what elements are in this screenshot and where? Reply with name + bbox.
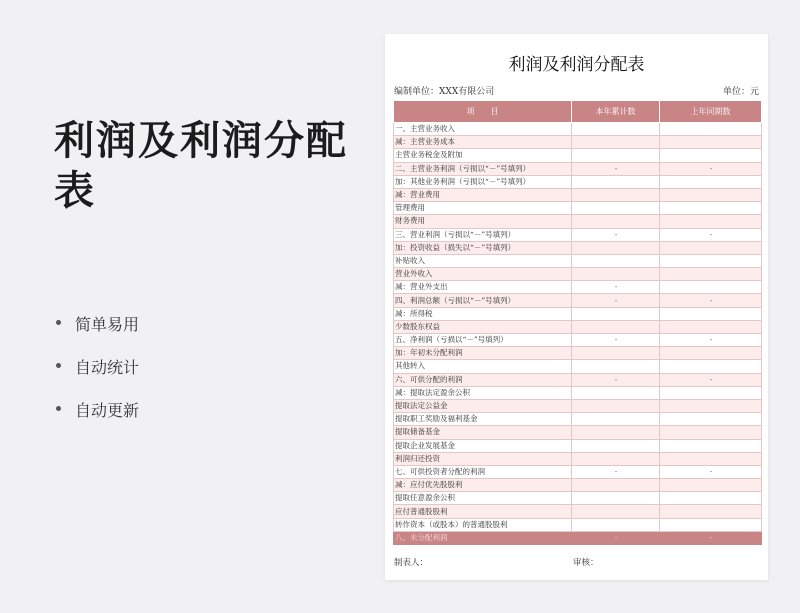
row-current-year: - — [572, 373, 660, 386]
table-row — [394, 531, 762, 544]
row-current-year: - — [572, 228, 660, 241]
feature-item — [56, 398, 139, 441]
bullet-icon — [56, 363, 61, 368]
row-current-year — [572, 439, 660, 452]
row-item: 提取职工奖励及福利基金 — [394, 413, 572, 426]
row-current-year — [572, 518, 660, 531]
row-prior-year — [660, 281, 762, 294]
row-current-year — [572, 149, 660, 162]
table-row — [394, 188, 762, 201]
row-item: 管理费用 — [394, 202, 572, 215]
row-prior-year: - — [660, 334, 762, 347]
row-item: 财务费用 — [394, 215, 572, 228]
table-row — [394, 215, 762, 228]
table-row — [394, 294, 762, 307]
row-item: 减：应付优先股股利 — [394, 479, 572, 492]
bullet-icon — [56, 320, 61, 325]
feature-label: 自动更新 — [75, 401, 140, 420]
row-prior-year — [660, 492, 762, 505]
bullet-icon — [56, 406, 61, 411]
profit-table — [393, 100, 762, 545]
table-row — [394, 373, 762, 386]
row-item: 六、可供分配的利润 — [394, 373, 572, 386]
row-prior-year — [660, 268, 762, 281]
row-prior-year — [660, 505, 762, 518]
table-row — [394, 254, 762, 267]
row-prior-year — [660, 123, 762, 136]
row-prior-year — [660, 307, 762, 320]
row-item: 主营业务税金及附加 — [394, 149, 572, 162]
row-current-year — [572, 320, 660, 333]
row-item: 五、净利润（亏损以“－”号填列） — [394, 334, 572, 347]
table-row — [394, 162, 762, 175]
row-current-year — [572, 241, 660, 254]
row-current-year: - — [572, 294, 660, 307]
row-prior-year: - — [660, 228, 762, 241]
feature-label: 自动统计 — [75, 358, 140, 377]
row-item: 加：年初未分配利润 — [394, 347, 572, 360]
row-current-year: - — [572, 465, 660, 478]
row-prior-year — [660, 320, 762, 333]
row-current-year: - — [572, 162, 660, 175]
feature-label: 简单易用 — [75, 315, 140, 334]
row-item: 七、可供投资者分配的利润 — [394, 465, 572, 478]
table-row — [394, 307, 762, 320]
company-unit: 编制单位：XXX有限公司 — [394, 87, 495, 97]
row-prior-year — [660, 202, 762, 215]
footer-reviewer: 审核： — [573, 558, 599, 568]
row-prior-year — [660, 215, 762, 228]
row-current-year — [572, 268, 660, 281]
row-prior-year — [660, 360, 762, 373]
row-prior-year: - — [660, 465, 762, 478]
document-title: 利润及利润分配表 — [508, 55, 645, 75]
row-item: 减：营业费用 — [394, 188, 572, 201]
row-prior-year — [660, 241, 762, 254]
row-prior-year: - — [660, 373, 762, 386]
row-item: 减：所得税 — [394, 307, 572, 320]
row-current-year — [572, 386, 660, 399]
row-current-year: - — [572, 334, 660, 347]
row-prior-year — [660, 399, 762, 412]
row-prior-year — [660, 452, 762, 465]
row-current-year — [572, 123, 660, 136]
row-prior-year — [660, 347, 762, 360]
feature-item — [56, 355, 139, 398]
header-current-year: 本年累计数 — [572, 101, 660, 123]
row-item: 提取企业发展基金 — [394, 439, 572, 452]
table-row — [394, 136, 762, 149]
table-row — [394, 452, 762, 465]
row-prior-year — [660, 518, 762, 531]
row-item: 减：主营业务成本 — [394, 136, 572, 149]
table-row — [394, 149, 762, 162]
table-row — [394, 334, 762, 347]
feature-item — [56, 312, 139, 355]
row-item: 营业外收入 — [394, 268, 572, 281]
table-row — [394, 202, 762, 215]
table-row — [394, 518, 762, 531]
table-row — [394, 320, 762, 333]
row-current-year — [572, 479, 660, 492]
hero-title: 利润及利润分配表 — [54, 118, 348, 214]
row-current-year — [572, 399, 660, 412]
row-item: 提取任意盈余公积 — [394, 492, 572, 505]
row-current-year — [572, 492, 660, 505]
row-prior-year — [660, 386, 762, 399]
table-row — [394, 439, 762, 452]
row-current-year — [572, 347, 660, 360]
row-item: 一、主营业务收入 — [394, 123, 572, 136]
row-item: 应付普通股股利 — [394, 505, 572, 518]
row-item: 八、未分配利润 — [394, 531, 572, 544]
row-prior-year — [660, 175, 762, 188]
row-item: 转作资本（或股本）的普通股股利 — [394, 518, 572, 531]
row-current-year — [572, 360, 660, 373]
table-row — [394, 228, 762, 241]
table-row — [394, 426, 762, 439]
footer-maker: 制表人： — [394, 558, 429, 568]
row-current-year — [572, 505, 660, 518]
table-row — [394, 399, 762, 412]
table-row — [394, 281, 762, 294]
table-row — [394, 479, 762, 492]
table-row — [394, 386, 762, 399]
row-current-year — [572, 175, 660, 188]
row-prior-year — [660, 439, 762, 452]
table-row — [394, 413, 762, 426]
table-row — [394, 360, 762, 373]
row-item: 补贴收入 — [394, 254, 572, 267]
row-prior-year — [660, 188, 762, 201]
row-current-year — [572, 426, 660, 439]
row-prior-year: - — [660, 294, 762, 307]
document-sheet — [385, 34, 768, 580]
row-current-year: - — [572, 531, 660, 544]
row-current-year: - — [572, 281, 660, 294]
row-item: 少数股东权益 — [394, 320, 572, 333]
header-item: 项 目 — [394, 101, 572, 123]
row-item: 利润归还投资 — [394, 452, 572, 465]
row-current-year — [572, 188, 660, 201]
row-prior-year — [660, 413, 762, 426]
row-item: 二、主营业务利润（亏损以“－”号填列） — [394, 162, 572, 175]
row-prior-year — [660, 136, 762, 149]
row-item: 提取法定公益金 — [394, 399, 572, 412]
row-current-year — [572, 413, 660, 426]
table-row — [394, 465, 762, 478]
row-item: 减：提取法定盈余公积 — [394, 386, 572, 399]
row-current-year — [572, 136, 660, 149]
header-prior-year: 上年同期数 — [660, 101, 762, 123]
row-prior-year — [660, 149, 762, 162]
table-row — [394, 241, 762, 254]
table-row — [394, 492, 762, 505]
row-item: 加：投资收益（损失以“－”号填列） — [394, 241, 572, 254]
table-row — [394, 268, 762, 281]
table-row — [394, 175, 762, 188]
row-item: 减：营业外支出 — [394, 281, 572, 294]
row-prior-year: - — [660, 531, 762, 544]
row-item: 加：其他业务利润（亏损以“－”号填列） — [394, 175, 572, 188]
row-current-year — [572, 202, 660, 215]
row-prior-year: - — [660, 162, 762, 175]
row-prior-year — [660, 254, 762, 267]
row-item: 其他转入 — [394, 360, 572, 373]
row-item: 三、营业利润（亏损以“－”号填列） — [394, 228, 572, 241]
table-row — [394, 347, 762, 360]
feature-list — [56, 312, 139, 441]
row-item: 提取储备基金 — [394, 426, 572, 439]
table-row — [394, 505, 762, 518]
table-header-row — [394, 101, 762, 123]
row-current-year — [572, 254, 660, 267]
table-row — [394, 123, 762, 136]
row-current-year — [572, 215, 660, 228]
currency-unit: 单位：元 — [722, 87, 759, 97]
row-current-year — [572, 307, 660, 320]
row-current-year — [572, 452, 660, 465]
row-item: 四、利润总额（亏损以“－”号填列） — [394, 294, 572, 307]
row-prior-year — [660, 479, 762, 492]
row-prior-year — [660, 426, 762, 439]
